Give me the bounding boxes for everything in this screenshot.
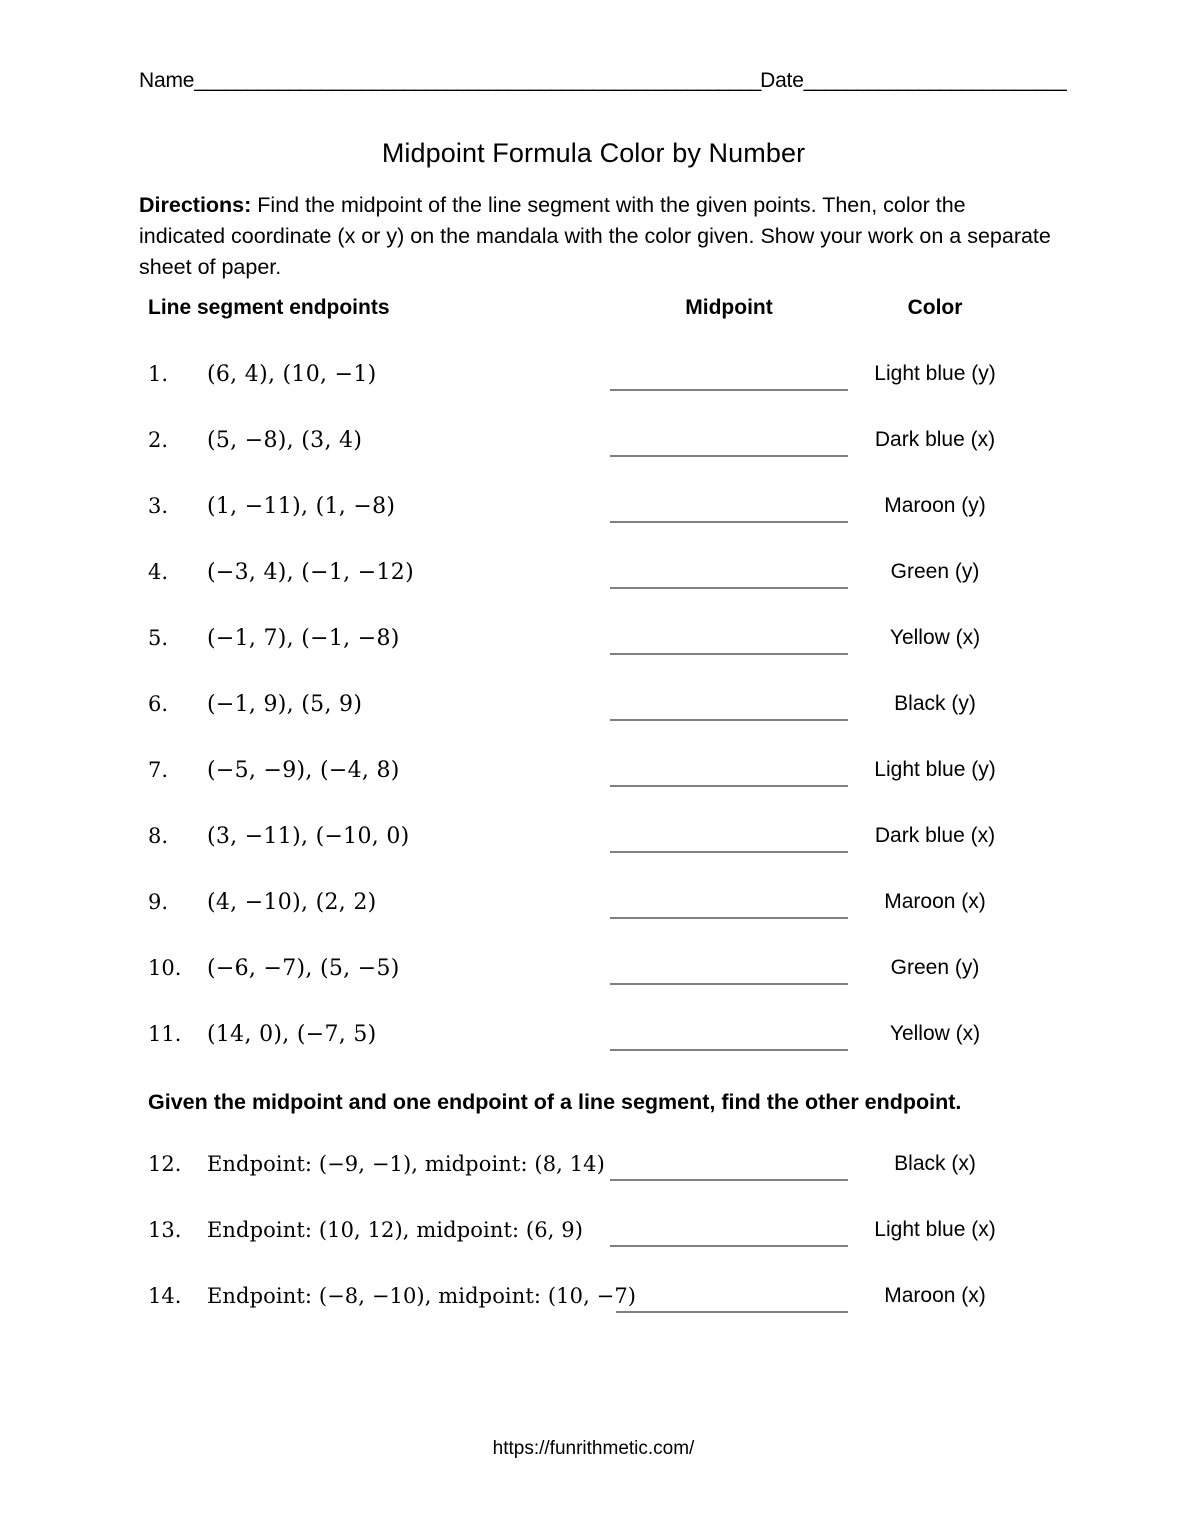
row-color-label: Yellow (x)	[889, 1022, 981, 1045]
row-number: 2.	[148, 428, 169, 452]
row-number: 3.	[148, 494, 169, 518]
row-endpoint-midpoint-prompt: Endpoint: (10, 12), midpoint: (6, 9)	[207, 1218, 583, 1242]
table-row	[0, 1152, 1187, 1192]
table-row	[0, 1284, 1187, 1324]
endpoint-answer-blank[interactable]	[616, 1311, 848, 1313]
row-color-label: Green (y)	[890, 956, 980, 979]
row-endpoints: (4, −10), (2, 2)	[207, 890, 377, 915]
row-color-label: Light blue (y)	[874, 758, 996, 781]
table-row	[0, 560, 1187, 600]
row-color-label: Maroon (y)	[884, 494, 986, 517]
row-endpoints: (−6, −7), (5, −5)	[207, 956, 400, 981]
column-header-color: Color	[907, 296, 963, 319]
name-label: Name	[139, 69, 195, 92]
row-endpoints: (5, −8), (3, 4)	[207, 428, 363, 453]
row-number: 5.	[148, 626, 169, 650]
row-color-label: Black (y)	[894, 692, 976, 715]
midpoint-answer-blank[interactable]	[610, 785, 848, 787]
row-number: 4.	[148, 560, 169, 584]
table-row	[0, 1218, 1187, 1258]
column-headers	[0, 296, 1187, 326]
row-color-label: Black (x)	[894, 1152, 976, 1175]
name-date-line	[139, 68, 1066, 94]
row-endpoints: (1, −11), (1, −8)	[207, 494, 396, 519]
column-header-endpoints: Line segment endpoints	[148, 296, 390, 319]
column-header-midpoint: Midpoint	[685, 296, 773, 319]
row-number: 6.	[148, 692, 169, 716]
date-label: Date	[760, 69, 804, 92]
row-number: 13.	[148, 1218, 182, 1242]
row-color-label: Yellow (x)	[889, 626, 981, 649]
directions-paragraph	[139, 190, 1054, 283]
row-color-label: Maroon (x)	[884, 890, 986, 913]
directions-text: Find the midpoint of the line segment with the given points. Then, color the indicated coordinate (x or y) on the mandala with the color given. Show your work on a separate sheet of paper.	[139, 193, 1051, 279]
midpoint-answer-blank[interactable]	[610, 719, 848, 721]
row-endpoints: (−1, 9), (5, 9)	[207, 692, 363, 717]
midpoint-answer-blank[interactable]	[610, 455, 848, 457]
midpoint-answer-blank[interactable]	[610, 917, 848, 919]
row-endpoints: (14, 0), (−7, 5)	[207, 1022, 377, 1047]
midpoint-answer-blank[interactable]	[610, 983, 848, 985]
row-endpoints: (−1, 7), (−1, −8)	[207, 626, 400, 651]
midpoint-answer-blank[interactable]	[610, 587, 848, 589]
row-endpoints: (3, −11), (−10, 0)	[207, 824, 410, 849]
row-endpoints: (−3, 4), (−1, −12)	[207, 560, 414, 585]
row-number: 7.	[148, 758, 169, 782]
row-endpoint-midpoint-prompt: Endpoint: (−9, −1), midpoint: (8, 14)	[207, 1152, 605, 1176]
midpoint-answer-blank[interactable]	[610, 1049, 848, 1051]
table-row	[0, 1022, 1187, 1062]
row-color-label: Dark blue (x)	[874, 824, 996, 847]
table-row	[0, 494, 1187, 534]
midpoint-answer-blank[interactable]	[610, 653, 848, 655]
table-row	[0, 626, 1187, 666]
row-color-label: Maroon (x)	[884, 1284, 986, 1307]
row-endpoint-midpoint-prompt: Endpoint: (−8, −10), midpoint: (10, −7)	[207, 1284, 637, 1308]
midpoint-answer-blank[interactable]	[610, 389, 848, 391]
midpoint-answer-blank[interactable]	[610, 521, 848, 523]
date-blank-rule[interactable]: _________________________	[803, 69, 1066, 92]
table-row	[0, 824, 1187, 864]
midpoint-answer-blank[interactable]	[610, 851, 848, 853]
section-heading-find-endpoint: Given the midpoint and one endpoint of a line segment, find the other endpoint.	[148, 1090, 962, 1114]
row-number: 12.	[148, 1152, 182, 1176]
directions-label: Directions:	[139, 193, 252, 217]
row-color-label: Light blue (y)	[874, 362, 996, 385]
name-blank-rule[interactable]: ______________________________________________________	[194, 69, 761, 92]
row-color-label: Green (y)	[890, 560, 980, 583]
row-color-label: Light blue (x)	[874, 1218, 996, 1241]
row-endpoints: (6, 4), (10, −1)	[207, 362, 377, 387]
row-number: 1.	[148, 362, 169, 386]
endpoint-answer-blank[interactable]	[610, 1179, 848, 1181]
row-number: 11.	[148, 1022, 182, 1046]
row-number: 9.	[148, 890, 169, 914]
table-row	[0, 890, 1187, 930]
row-color-label: Dark blue (x)	[874, 428, 996, 451]
row-endpoints: (−5, −9), (−4, 8)	[207, 758, 400, 783]
endpoint-answer-blank[interactable]	[610, 1245, 848, 1247]
table-row	[0, 956, 1187, 996]
row-number: 8.	[148, 824, 169, 848]
table-row	[0, 362, 1187, 402]
table-row	[0, 692, 1187, 732]
table-row	[0, 428, 1187, 468]
row-number: 10.	[148, 956, 182, 980]
table-row	[0, 758, 1187, 798]
footer-url[interactable]: https://funrithmetic.com/	[492, 1438, 695, 1459]
row-number: 14.	[148, 1284, 182, 1308]
page-title: Midpoint Formula Color by Number	[381, 138, 806, 168]
